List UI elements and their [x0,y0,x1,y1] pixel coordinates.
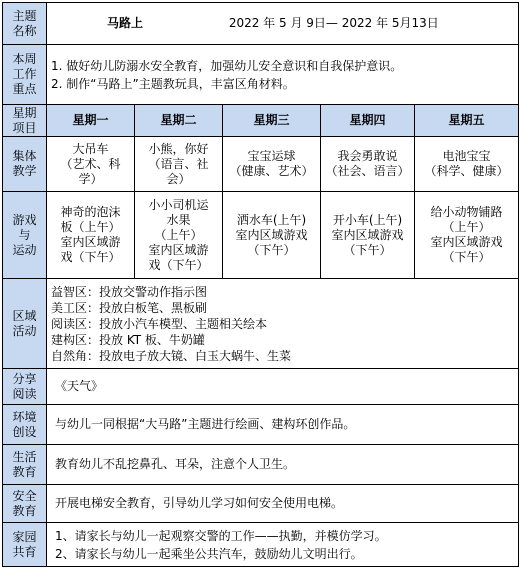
focus-row [3,45,519,105]
safety-row [3,485,519,523]
theme-value [47,3,519,45]
game-cell: 开小车(上午) 室内区域游戏 （下午） [321,192,415,279]
group-teaching-cell: 宝宝运球 （健康、艺术） [223,137,321,192]
game-cell: 神奇的泡沫 板（上午） 室内区域游 戏（下午） [47,192,135,279]
safety-label: 安全 教育 [3,485,47,523]
env-content: 与幼儿一同根据“大马路”主题进行绘画、建构环创作品。 [47,405,519,445]
area-content [47,279,519,369]
family-label: 家园 共育 [3,523,47,567]
game-cell: 洒水车(上午) 室内区域游戏 （下午） [223,192,321,279]
game-cell: 给小动物铺路 （上午） 室内区域游戏 （下午） [415,192,519,279]
area-item: 自然角：投放电子放大镜、白玉大蜗牛、生菜 [51,348,292,363]
weekly-plan-table [2,2,519,567]
group-teaching-cell: 小熊，你好 （语言、社 会） [135,137,223,192]
game-label: 游戏 与 运动 [3,192,47,279]
theme-row [3,3,519,45]
area-item: 益智区：投放交警动作指示图 [51,284,208,299]
env-row [3,405,519,445]
theme-date: 2022 年 5 月 9日— 2022 年 5月13日 [228,16,439,30]
group-teaching-label: 集体 教学 [3,137,47,192]
day-tuesday: 星期二 [135,105,223,137]
area-label: 区域 活动 [3,279,47,369]
area-row [3,279,519,369]
theme-label: 主题 名称 [3,3,47,45]
reading-content: 《天气》 [47,369,519,405]
day-wednesday: 星期三 [223,105,321,137]
reading-label: 分享 阅读 [3,369,47,405]
day-friday: 星期五 [415,105,519,137]
day-thursday: 星期四 [321,105,415,137]
safety-content: 开展电梯安全教育，引导幼儿学习如何安全使用电梯。 [47,485,519,523]
day-monday: 星期一 [47,105,135,137]
family-content [47,523,519,567]
family-item: 1、请家长与幼儿一起观察交警的工作——执勤，并模仿学习。 [55,528,387,543]
focus-item: 2. 制作“马路上”主题教玩具，丰富区角材料。 [51,76,295,91]
group-teaching-cell: 我会勇敢说 （社会、语言） [321,137,415,192]
family-item: 2、请家长与幼儿一起乘坐公共汽车，鼓励幼儿文明出行。 [55,546,363,561]
life-label: 生活 教育 [3,445,47,485]
group-teaching-cell: 电池宝宝 （科学、健康） [415,137,519,192]
focus-item: 1. 做好幼儿防溺水安全教育，加强幼儿安全意识和自我保护意识。 [51,58,403,73]
game-cell: 小小司机运 水果 （上午） 室内区域游 戏（下午） [135,192,223,279]
group-teaching-row [3,137,519,192]
group-teaching-cell: 大吊车 （艺术、科 学） [47,137,135,192]
weekday-label: 星期 项目 [3,105,47,137]
focus-content [47,45,519,105]
focus-label: 本周 工作 重点 [3,45,47,105]
env-label: 环境 创设 [3,405,47,445]
life-row [3,445,519,485]
theme-name: 马路上 [107,16,144,30]
area-item: 美工区：投放白板笔、黑板刷 [51,300,208,315]
life-content: 教育幼儿不乱挖鼻孔、耳朵，注意个人卫生。 [47,445,519,485]
area-item: 阅读区：投放小汽车模型、主题相关绘本 [51,316,268,331]
weekday-row [3,105,519,137]
game-row [3,192,519,279]
area-item: 建构区：投放 KT 板、牛奶罐 [51,332,205,347]
reading-row [3,369,519,405]
family-row [3,523,519,567]
